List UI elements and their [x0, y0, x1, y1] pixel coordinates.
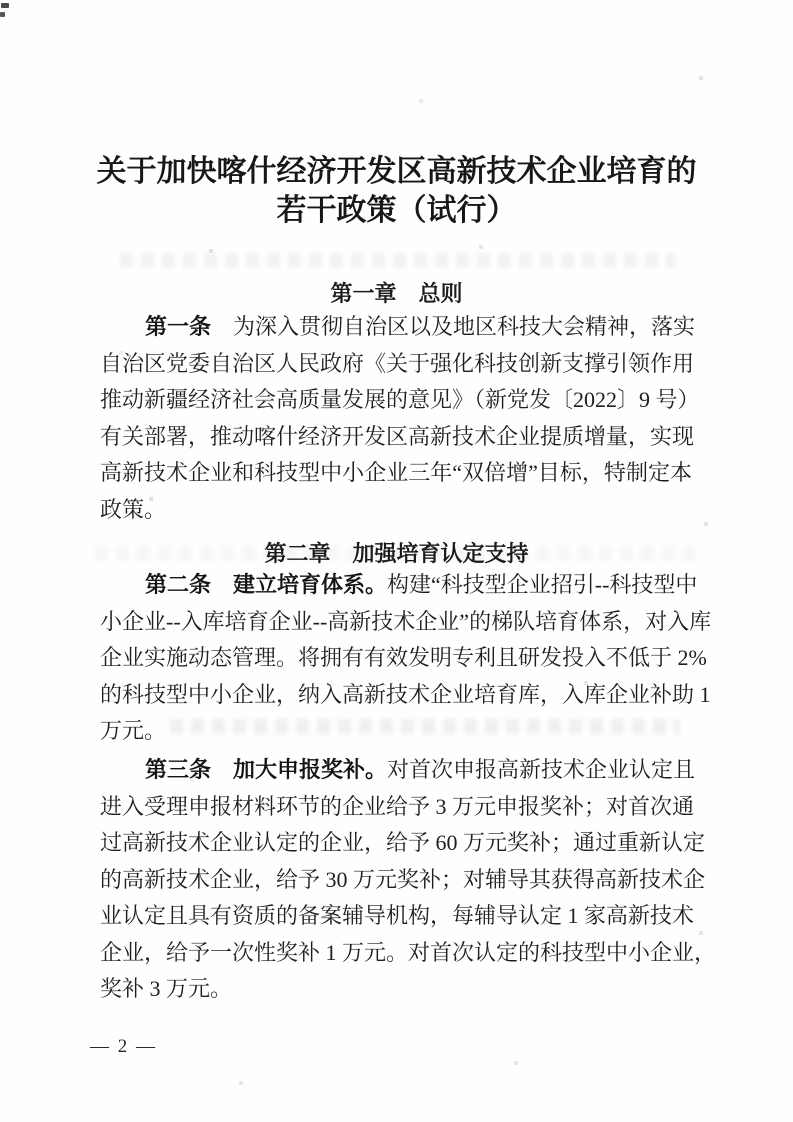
paragraph-line: [100, 752, 696, 789]
clause-number: 第三条 加大申报奖补。: [145, 757, 388, 782]
paragraph-article2: [100, 567, 712, 750]
paragraph-article1: [100, 309, 700, 528]
line-text: 有关部署，推动喀什经济开发区高新技术企业提质增量，实现: [100, 423, 695, 449]
line-text: 企业实施动态管理。将拥有有效发明专利且研发投入不低于 2%: [100, 645, 707, 670]
paragraph-line: [100, 640, 707, 677]
scan-speck-artifact: [1, 3, 9, 8]
line-text: 为深入贯彻自治区以及地区科技大会精神，落实: [211, 314, 696, 339]
paragraph-line: [100, 789, 695, 826]
line-text: 小企业--入库培育企业--高新技术企业”的梯队培育体系，对入库: [100, 608, 712, 634]
line-text: 构建“科技型企业招引--科技型中: [387, 572, 698, 597]
scan-speck-artifact: [0, 12, 5, 17]
line-text: 企业，给予一次性奖补 1 万元。对首次认定的科技型中小企业，: [100, 939, 717, 965]
line-text: 的科技型中小企业，纳入高新技术企业培育库，入库企业补助 1: [100, 681, 711, 707]
page-number: — 2 —: [90, 1036, 157, 1057]
paragraph-line: [100, 492, 692, 529]
line-text: 推动新疆经济社会高质量发展的意见》（新党发〔2022〕9 号）: [100, 387, 700, 412]
document-title: [0, 152, 793, 230]
line-text: 进入受理申报材料环节的企业给予 3 万元申报奖补；对首次通: [100, 793, 695, 819]
line-text: 奖补 3 万元。: [100, 976, 233, 1001]
paragraph-line: [100, 677, 711, 714]
line-text: 业认定且具有资质的备案辅导机构，每辅导认定 1 家高新技术: [100, 903, 695, 928]
paragraph-line: [100, 825, 706, 862]
document-title-line2: 若干政策（试行）: [276, 194, 517, 227]
paragraph-line: [100, 713, 692, 750]
paragraph-line: [100, 935, 717, 972]
scan-noise-dots: [0, 0, 2, 2]
line-text: 的高新技术企业，给予 30 万元奖补；对辅导其获得高新技术企: [100, 866, 706, 892]
paragraph-line: [100, 382, 700, 419]
chapter1-heading: 第一章 总则: [330, 281, 463, 306]
line-text: 自治区党委自治区人民政府《关于强化科技创新支撑引领作用: [100, 350, 695, 376]
line-text: 过高新技术企业认定的企业，给予 60 万元奖补；通过重新认定: [100, 830, 706, 855]
chapter2-heading: 第二章 加强培育认定支持: [264, 541, 529, 566]
paragraph-article3: [100, 752, 717, 1008]
clause-number: 第一条: [145, 314, 212, 339]
paragraph-line: [100, 898, 695, 935]
line-text: 万元。: [100, 718, 167, 743]
document-title-line1: 关于加快喀什经济开发区高新技术企业培育的: [96, 155, 697, 188]
paragraph-line: [100, 309, 696, 346]
paragraph-line: [100, 346, 695, 383]
paragraph-line: [100, 862, 706, 899]
paragraph-line: [100, 971, 692, 1008]
clause-number: 第二条 建立培育体系。: [145, 572, 388, 597]
paragraph-line: [100, 604, 712, 641]
paragraph-line: [100, 455, 692, 492]
line-text: 对首次申报高新技术企业认定且: [387, 757, 696, 782]
paragraph-line: [100, 419, 695, 456]
bleed-through-artifact: [120, 253, 675, 268]
line-text: 高新技术企业和科技型中小企业三年“双倍增”目标，特制定本: [100, 460, 692, 485]
line-text: 政策。: [100, 496, 167, 522]
paragraph-line: [100, 567, 698, 604]
